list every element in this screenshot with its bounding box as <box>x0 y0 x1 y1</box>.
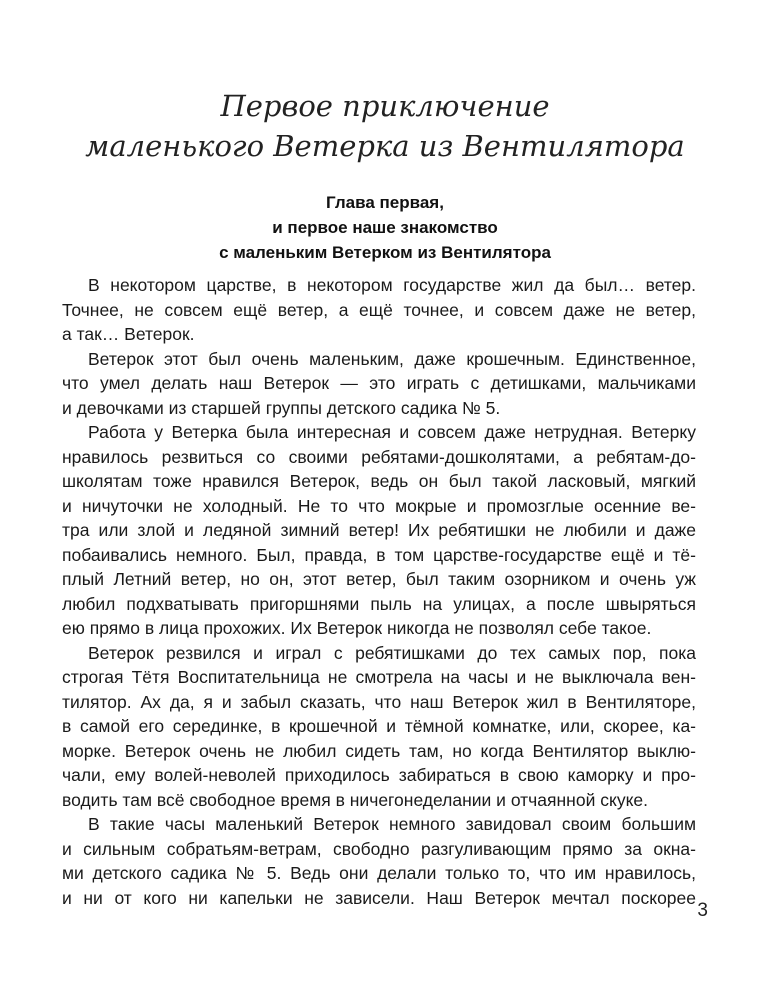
text-line: любил подхватывать пригоршнями пыль на улицах, а после швыряться <box>62 593 696 614</box>
text-line: плый Летний ветер, но он, этот ветер, был таким озорником и очень уж <box>62 569 696 589</box>
text-line: Работа у Ветерка была интересная и совсем даже нетрудная. Ветерку <box>88 422 696 442</box>
text-line: строгая Тётя Воспитательница не смотрела на часы и не выключала вен- <box>62 667 696 687</box>
text-line: и сильным собратьям-ветрам, свободно разгуливающим прямо за окна- <box>62 838 696 859</box>
text-line: тилятор. Ах да, я и забыл сказать, что наш Ветерок жил в Вентиляторе, <box>62 691 696 712</box>
text-line: В некотором царстве, в некотором государстве жил да был… ветер. <box>88 275 696 295</box>
text-line: Ветерок этот был очень маленьким, даже крошечным. Единственное, <box>88 348 696 369</box>
text-line: водить там всё свободное время в ничегонеделании и отчаянной скуке. <box>62 789 649 810</box>
text-line: Ветерок резвился и играл с ребятишками до тех самых пор, пока <box>88 642 696 663</box>
text-line: тра или злой и ледяной зимний ветер! Их ребятишки не любили и даже <box>62 520 696 540</box>
text-line: Точнее, не совсем ещё ветер, а ещё точнее, и совсем даже не ветер, <box>62 299 696 320</box>
page-number: 3 <box>697 900 708 921</box>
text-line: и девочками из старшей группы детского садика № 5. <box>62 397 501 418</box>
story-title-line-1: Первое приключение <box>220 89 550 123</box>
chapter-heading-line-3: с маленьким Ветерком из Вентилятора <box>219 243 551 262</box>
chapter-heading-line-1: Глава первая, <box>326 193 444 212</box>
text-line: ми детского садика № 5. Ведь они делали только то, что им нравилось, <box>62 863 696 883</box>
text-line: школятам тоже нравился Ветерок, ведь он был такой ласковый, мягкий <box>62 471 696 491</box>
text-line: чали, ему волей-неволей приходилось забираться в свою каморку и про- <box>62 765 696 785</box>
story-title <box>0 86 770 166</box>
story-title-line-2: маленького Ветерка из Вентилятора <box>85 129 685 163</box>
text-line: В такие часы маленький Ветерок немного завидовал своим большим <box>88 814 696 834</box>
text-line: и ни от кого ни капельки не зависели. Наш Ветерок мечтал поскорее <box>62 887 696 908</box>
chapter-heading-line-2: и первое наше знакомство <box>272 218 498 237</box>
text-line: побаивались немного. Был, правда, в том царстве-государстве ещё и тё- <box>62 544 696 565</box>
text-line: что умел делать наш Ветерок — это играть с детишками, мальчиками <box>62 373 696 393</box>
text-line: морке. Ветерок очень не любил сидеть там, но когда Вентилятор выклю- <box>62 740 696 761</box>
body-text <box>62 273 696 910</box>
text-line: и ничуточки не холодный. Не то что мокрые и промозглые осенние ве- <box>62 495 696 516</box>
chapter-heading <box>0 190 770 265</box>
text-line: а так… Ветерок. <box>62 324 195 344</box>
text-line: ею прямо в лица прохожих. Их Ветерок никогда не позволял себе такое. <box>62 618 652 638</box>
text-line: в самой его серединке, в крошечной и тёмной комнатке, или, скорее, ка- <box>62 716 696 736</box>
text-line: нравилось резвиться со своими ребятами-дошколятами, а ребятам-до- <box>62 446 696 467</box>
